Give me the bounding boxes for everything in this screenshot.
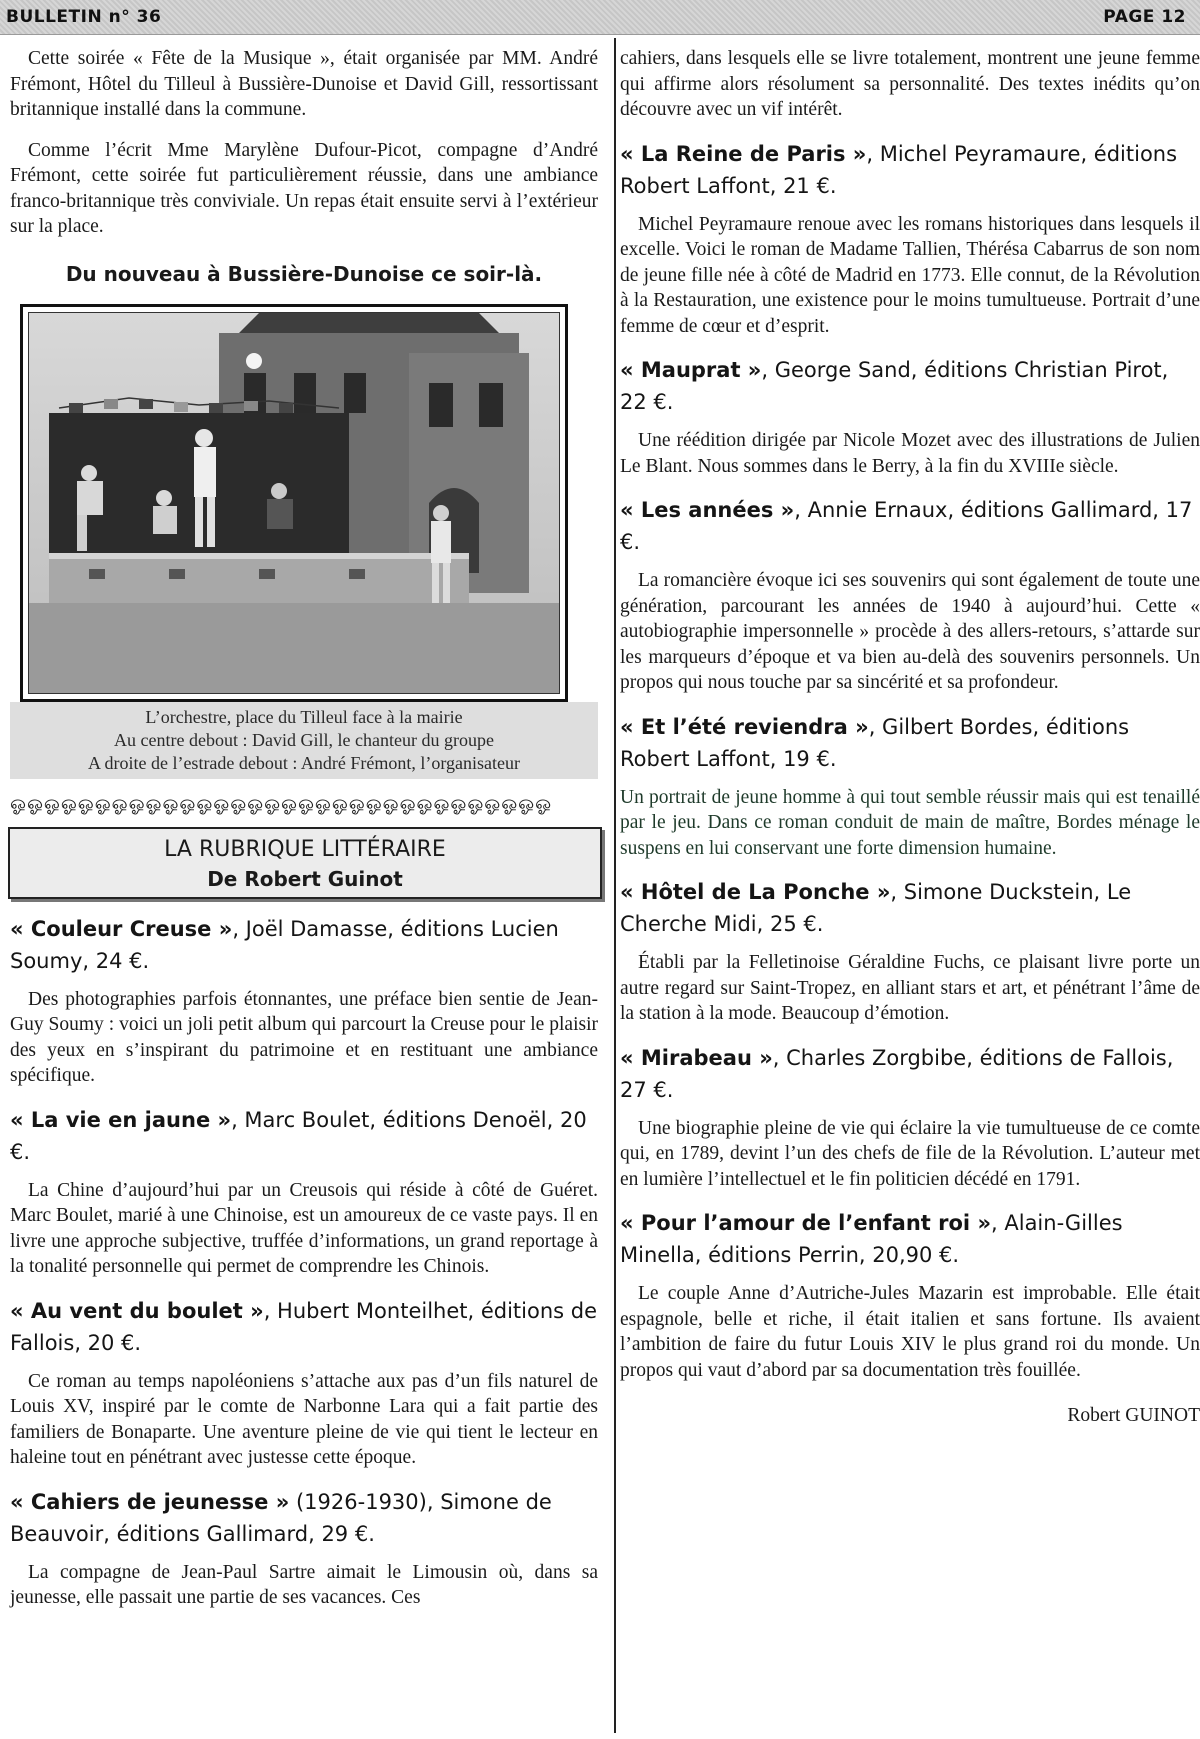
book-meta: , Simone Duckstein, Le Cherche Midi, 25 €. — [620, 880, 1132, 936]
book-review: Établi par la Felletinoise Géraldine Fuchs, ce plaisant livre porte un autre regard sur Saint-Tropez, en alliant stars et art, et pénétrant l’âme de la station à la mode. Beaucoup d’émotion. — [620, 952, 1200, 1024]
book-heading — [620, 876, 1200, 940]
rubric-title-box — [8, 827, 602, 899]
book-meta: , George Sand, éditions Christian Pirot, 22 €. — [620, 358, 1169, 414]
ornamental-separator: ஓஓஓஓஓஓஓஓஓஓஓஓஓஓஓஓஓஓஓஓஓஓஓஓஓஓஓஓஓஓஓஓ — [10, 792, 553, 814]
book-review: Michel Peyramaure renoue avec les romans historiques dans lesquels il excelle. Voici le roman de Madame Tallien, Thérésa Cabarrus de son nom de jeune fille née à côté de Madrid en 1773. Elle connut, de la Révolution à la Restauration, une existence pour le moins tumultueuse. Portrait d’une femme de cœur et d’esprit. — [620, 213, 1200, 337]
book-review: La Chine d’aujourd’hui par un Creusois qui réside à côté de Guéret. Marc Boulet, marié à une Chinoise, est un amoureux de ce vaste pays. Il en livre une approche subjective, truffée d’informations, un grand reportage à la tonalité personnelle qui permet de comprendre les Chinois. — [10, 1179, 598, 1277]
book-title: « Cahiers de jeunesse » — [10, 1489, 290, 1514]
book-heading — [620, 1042, 1200, 1106]
book-review: Un portrait de jeune homme à qui tout semble réussir mais qui est tenaillé par le jeu. Dans ce roman conduit de main de maître, Bordes ménage le suspens en lui conservant une forte dimension humaine. — [620, 786, 1200, 859]
book-title: « Couleur Creuse » — [10, 916, 233, 941]
book-title: « Les années » — [620, 498, 795, 522]
book-review: Le couple Anne d’Autriche-Jules Mazarin est improbable. Elle était espagnole, belle et riche, il était italien et sans fortune. Ils avaient l’ambition de faire du futur Louis XIV le plus grand roi du monde. Un propos qui vaut d’abord par sa documentation très fouillée. — [620, 1283, 1200, 1381]
intro-paragraph-2: Comme l’écrit Mme Marylène Dufour-Picot, compagne d’André Frémont, cette soirée fut particulièrement réussie, dans une ambiance franco-britannique très conviviale. Un repas était ensuite servi à l’extérieur sur la place. — [10, 139, 598, 237]
concert-photo-image — [28, 312, 560, 694]
rubric-title: LA RUBRIQUE LITTÉRAIRE — [164, 836, 446, 862]
column-divider — [614, 38, 616, 1733]
book-heading — [620, 354, 1200, 418]
book-review: Ce roman au temps napoléoniens s’attache aux pas d’un fils naturel de Louis XV, inspiré par le comte de Narbonne Lara qui a fait partie des familiers de Bonaparte. Une aventure pleine de vie qui tient le lecteur en haleine tout en pénétrant avec justesse cette époque. — [10, 1370, 598, 1468]
author-signature: Robert GUINOT — [1067, 1405, 1200, 1426]
book-heading — [620, 1207, 1200, 1271]
book-heading — [620, 138, 1200, 202]
book-meta: , Hubert Monteilhet, éditions de Fallois, 20 €. — [10, 1298, 598, 1355]
book-title: « Et l’été reviendra » — [620, 714, 869, 739]
book-heading — [10, 1486, 598, 1550]
photo-caption — [10, 702, 598, 779]
book-entry — [620, 876, 1200, 1027]
book-title: « Mauprat » — [620, 358, 762, 382]
book-heading — [10, 1104, 598, 1168]
book-entry — [620, 354, 1200, 479]
rubric-author: De Robert Guinot — [207, 866, 403, 891]
book-meta: , Marc Boulet, éditions Denoël, 20 €. — [10, 1107, 587, 1164]
book-review: La compagne de Jean-Paul Sartre aimait le Limousin où, dans sa jeunesse, elle passait une partie de ses vacances. Ces — [10, 1561, 598, 1608]
book-review: La romancière évoque ici ses souvenirs qui sont également de toute une génération, parcourant les années de 1940 à aujourd’hui. Cette « autobiographie impersonnelle » procède à des allers-retours, s’attarde sur les marqueurs d’époque et va bien au-delà des souvenirs personnels. Un propos qui nous touche par sa sincérité et sa profondeur. — [620, 570, 1200, 693]
book-title: « Mirabeau » — [620, 1045, 773, 1070]
caption-line-1: L’orchestre, place du Tilleul face à la mairie — [145, 706, 463, 727]
book-entry — [10, 1104, 598, 1280]
book-review: Des photographies parfois étonnantes, une préface bien sentie de Jean-Guy Soumy : voici un joli petit album qui parcourt la Creuse pour le plaisir des yeux en s’inspirant du patrimoine et en restituant une ambiance spécifique. — [10, 988, 598, 1086]
book-entry — [10, 1486, 598, 1611]
book-meta: (1926-1930), Simone de Beauvoir, éditions Gallimard, 29 €. — [10, 1489, 552, 1546]
page-header — [0, 0, 1200, 35]
continued-review: cahiers, dans lesquels elle se livre totalement, montrent une jeune femme qui affirme alors résolument sa personnalité. Des textes inédits qu’on découvre avec un vif intérêt. — [620, 48, 1200, 120]
book-review: Une biographie pleine de vie qui éclaire la vie tumultueuse de ce comte qui, en 1789, devint l’un des chefs de file de la Révolution. L’auteur met en lumière l’intellectuel et le fin politicien décédé en 1791. — [620, 1117, 1200, 1190]
book-entry — [620, 1207, 1200, 1383]
book-heading — [10, 1295, 598, 1359]
caption-line-2: Au centre debout : David Gill, le chanteur du groupe — [114, 729, 494, 750]
book-entry — [620, 138, 1200, 340]
book-meta: , Michel Peyramaure, éditions Robert Laffont, 21 €. — [620, 141, 1178, 198]
book-entry — [10, 1295, 598, 1471]
book-meta: , Annie Ernaux, éditions Gallimard, 17 €. — [620, 498, 1193, 554]
caption-line-3: A droite de l’estrade debout : André Frémont, l’organisateur — [87, 752, 521, 773]
concert-photo — [20, 304, 568, 702]
right-column — [620, 46, 1200, 1427]
book-title: « Pour l’amour de l’enfant roi » — [620, 1211, 992, 1235]
bulletin-number: BULLETIN n° 36 — [6, 7, 162, 27]
book-meta: , Gilbert Bordes, éditions Robert Laffont, 19 €. — [620, 714, 1130, 771]
left-column — [10, 46, 598, 1611]
book-title: « La vie en jaune » — [10, 1107, 232, 1132]
book-review: Une réédition dirigée par Nicole Mozet avec des illustrations de Julien Le Blant. Nous sommes dans le Berry, à la fin du XVIIIe siècle. — [620, 430, 1200, 477]
book-title: « La Reine de Paris » — [620, 141, 867, 166]
book-meta: , Joël Damasse, éditions Lucien Soumy, 24 €. — [10, 916, 559, 973]
photo-title: Du nouveau à Bussière-Dunoise ce soir-là. — [65, 261, 543, 286]
book-heading — [10, 913, 598, 977]
book-entry — [10, 913, 598, 1089]
book-title: « Hôtel de La Ponche » — [620, 880, 891, 904]
book-meta: , Charles Zorgbibe, éditions de Fallois, 27 €. — [620, 1045, 1174, 1102]
book-entry — [620, 1042, 1200, 1193]
book-entry — [620, 494, 1200, 696]
book-heading — [620, 494, 1200, 558]
intro-paragraph-1: Cette soirée « Fête de la Musique », était organisée par MM. André Frémont, Hôtel du Tilleul à Bussière-Dunoise et David Gill, ressortissant britannique installé dans la commune. — [10, 48, 598, 120]
book-entry — [620, 711, 1200, 862]
book-title: « Au vent du boulet » — [10, 1298, 264, 1323]
book-heading — [620, 711, 1200, 775]
book-meta: , Alain-Gilles Minella, éditions Perrin, 20,90 €. — [620, 1211, 1123, 1267]
page-number: PAGE 12 — [1103, 7, 1186, 27]
